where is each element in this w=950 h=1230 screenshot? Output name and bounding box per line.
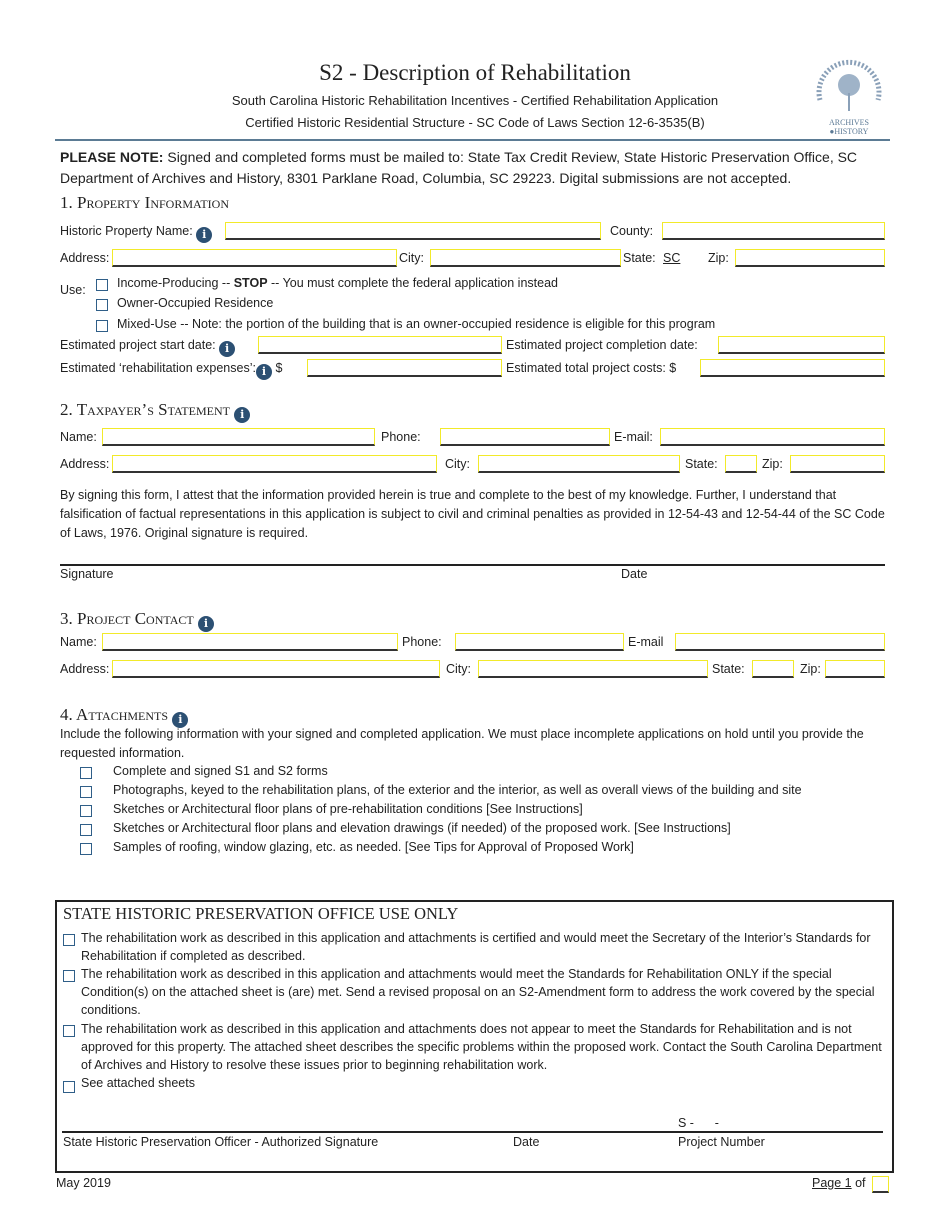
contact-phone-input[interactable] xyxy=(455,633,624,651)
city-input[interactable] xyxy=(430,249,621,267)
zip-input[interactable] xyxy=(735,249,885,267)
taxpayer-state-label: State: xyxy=(685,457,718,471)
city-label: City: xyxy=(399,251,424,265)
info-icon[interactable]: i xyxy=(219,341,235,357)
attachment-item: Sketches or Architectural floor plans and elevation drawings (if needed) of the proposed work. [See Instructions] xyxy=(113,821,731,835)
svg-text:●HISTORY: ●HISTORY xyxy=(829,127,869,136)
subtitle-code: Certified Historic Residential Structure - SC Code of Laws Section 12-6-3535(B) xyxy=(245,115,705,130)
taxpayer-zip-input[interactable] xyxy=(790,455,885,473)
contact-name-label: Name: xyxy=(60,635,97,649)
attachment-item: Complete and signed S1 and S2 forms xyxy=(113,764,328,778)
attachment-checkbox[interactable] xyxy=(80,805,92,817)
attachment-checkbox[interactable] xyxy=(80,786,92,798)
contact-name-input[interactable] xyxy=(102,633,398,651)
use-option-owner: Owner-Occupied Residence xyxy=(117,296,274,310)
property-name-input[interactable] xyxy=(225,222,601,240)
taxpayer-state-input[interactable] xyxy=(725,455,757,473)
taxpayer-email-input[interactable] xyxy=(660,428,885,446)
use-option-income: Income-Producing -- STOP -- You must complete the federal application instead xyxy=(117,276,558,290)
signature-label: Signature xyxy=(60,567,114,581)
info-icon[interactable]: i xyxy=(172,712,188,728)
contact-state-label: State: xyxy=(712,662,745,676)
contact-state-input[interactable] xyxy=(752,660,794,678)
note-label: PLEASE NOTE: xyxy=(60,149,164,165)
section-4-title: 4. Attachments i xyxy=(60,705,188,728)
taxpayer-zip-label: Zip: xyxy=(762,457,783,471)
page-indicator: Page 1 of xyxy=(812,1176,866,1190)
use-income-producing-checkbox[interactable] xyxy=(96,279,108,291)
info-icon[interactable]: i xyxy=(198,616,214,632)
shpo-option-conditional: The rehabilitation work as described in this application and attachments would meet the Standards for Rehabilitation ONLY if the special Condition(s) on the attached sheet is (are) met. Send a revised proposal on an S2-Amendment form to address the work covered by the special conditions. xyxy=(81,967,875,1017)
contact-email-label: E-mail xyxy=(628,635,664,649)
taxpayer-phone-label: Phone: xyxy=(381,430,421,444)
footer-date: May 2019 xyxy=(56,1176,111,1190)
date-label: Date xyxy=(621,567,648,581)
attachment-checkbox[interactable] xyxy=(80,843,92,855)
taxpayer-city-input[interactable] xyxy=(478,455,680,473)
mailing-note xyxy=(60,147,890,189)
svg-text:ARCHIVES: ARCHIVES xyxy=(828,118,870,127)
archives-history-logo xyxy=(810,55,888,137)
shpo-option-attached: See attached sheets xyxy=(81,1076,195,1090)
project-number-label: Project Number xyxy=(678,1135,765,1149)
contact-address-input[interactable] xyxy=(112,660,440,678)
taxpayer-address-input[interactable] xyxy=(112,455,437,473)
shpo-title: STATE HISTORIC PRESERVATION OFFICE USE ONLY xyxy=(63,904,459,923)
use-owner-occupied-checkbox[interactable] xyxy=(96,299,108,311)
shpo-conditional-checkbox[interactable] xyxy=(63,970,75,982)
taxpayer-phone-input[interactable] xyxy=(440,428,610,446)
property-name-label xyxy=(60,224,212,243)
taxpayer-address-label: Address: xyxy=(60,457,110,471)
taxpayer-name-input[interactable] xyxy=(102,428,375,446)
attestation-text: By signing this form, I attest that the information provided herein is true and complete to the best of my knowledge. Further, I understand that falsification of factual representations in this application is subject to civil and criminal penalties as provided in 12-54-43 and 12-54-44 of the SC Code of Laws, 1976. Original signature is required. xyxy=(60,488,885,540)
shpo-date-label: Date xyxy=(513,1135,540,1149)
shpo-signature-label: State Historic Preservation Officer - Authorized Signature xyxy=(63,1135,379,1149)
section-2-title: 2. Taxpayer’s Statement i xyxy=(60,400,250,423)
county-label: County: xyxy=(610,224,654,238)
completion-date-input[interactable] xyxy=(718,336,885,354)
contact-zip-label: Zip: xyxy=(800,662,821,676)
signature-line[interactable] xyxy=(60,564,885,566)
contact-zip-input[interactable] xyxy=(825,660,885,678)
attachments-intro: Include the following information with your signed and completed application. We must place incomplete applications on hold until you provide the requested information. xyxy=(60,727,864,760)
contact-email-input[interactable] xyxy=(675,633,885,651)
attachment-item: Samples of roofing, window glazing, etc. as needed. [See Tips for Approval of Proposed Work] xyxy=(113,840,634,854)
page-title: S2 - Description of Rehabilitation xyxy=(319,60,631,85)
contact-address-label: Address: xyxy=(60,662,110,676)
start-date-input[interactable] xyxy=(258,336,502,354)
shpo-certified-checkbox[interactable] xyxy=(63,934,75,946)
state-value: SC xyxy=(663,251,681,265)
total-costs-label: Estimated total project costs: $ xyxy=(506,361,677,375)
section-1-title: 1. Property Information xyxy=(60,193,229,212)
info-icon[interactable]: i xyxy=(234,407,250,423)
attachment-item: Photographs, keyed to the rehabilitation plans, of the exterior and the interior, as well as overall views of the building and site xyxy=(113,783,802,797)
taxpayer-name-label: Name: xyxy=(60,430,97,444)
project-number-prefix: S - - xyxy=(678,1116,719,1130)
shpo-denied-checkbox[interactable] xyxy=(63,1025,75,1037)
total-pages-input[interactable] xyxy=(872,1176,889,1193)
completion-date-label: Estimated project completion date: xyxy=(506,338,698,352)
taxpayer-city-label: City: xyxy=(445,457,470,471)
contact-phone-label: Phone: xyxy=(402,635,442,649)
use-option-mixed: Mixed-Use -- Note: the portion of the building that is an owner-occupied residence is eligible for this program xyxy=(117,317,716,331)
attachment-checkbox[interactable] xyxy=(80,824,92,836)
shpo-option-certified: The rehabilitation work as described in this application and attachments is certified and would meet the Secretary of the Interior’s Standards for Rehabilitation if completed as described. xyxy=(81,931,871,963)
subtitle: South Carolina Historic Rehabilitation Incentives - Certified Rehabilitation Application xyxy=(231,93,719,108)
total-costs-input[interactable] xyxy=(700,359,885,377)
note-text: Signed and completed forms must be mailed to: State Tax Credit Review, State Historic Preservation Office, SC Department of Archives and History, 8301 Parklane Road, Columbia, SC 29223. Digital submissions are not accepted. xyxy=(60,149,858,186)
shpo-attached-sheets-checkbox[interactable] xyxy=(63,1081,75,1093)
info-icon[interactable]: i xyxy=(256,364,272,380)
shpo-option-denied: The rehabilitation work as described in this application and attachments does not appear to meet the Standards for Rehabilitation and is not approved for this property. The attached sheet describes the specific problems within the proposed work. Contact the South Carolina Department of Archives and History to resolve these issues prior to beginning rehabilitation work. xyxy=(81,1022,882,1072)
attachment-checkbox[interactable] xyxy=(80,767,92,779)
page-number: Page 1 xyxy=(812,1176,852,1190)
taxpayer-email-label: E-mail: xyxy=(614,430,653,444)
use-label: Use: xyxy=(60,283,86,297)
header-rule xyxy=(55,139,890,141)
county-input[interactable] xyxy=(662,222,885,240)
address-input[interactable] xyxy=(112,249,397,267)
attachment-item: Sketches or Architectural floor plans of pre-rehabilitation conditions [See Instructions] xyxy=(113,802,583,816)
address-label: Address: xyxy=(60,251,110,265)
zip-label: Zip: xyxy=(708,251,729,265)
rehab-expenses-label: Estimated ‘rehabilitation expenses’: i $ xyxy=(60,361,283,378)
shpo-signature-line[interactable] xyxy=(62,1131,883,1133)
section-3-title: 3. Project Contact i xyxy=(60,609,214,632)
start-date-label: Estimated project start date: i xyxy=(60,338,235,357)
info-icon[interactable]: i xyxy=(196,227,212,243)
label: Historic Property Name: xyxy=(60,224,193,238)
contact-city-input[interactable] xyxy=(478,660,708,678)
rehab-expenses-input[interactable] xyxy=(307,359,502,377)
use-mixed-use-checkbox[interactable] xyxy=(96,320,108,332)
state-label: State: xyxy=(623,251,656,265)
contact-city-label: City: xyxy=(446,662,471,676)
